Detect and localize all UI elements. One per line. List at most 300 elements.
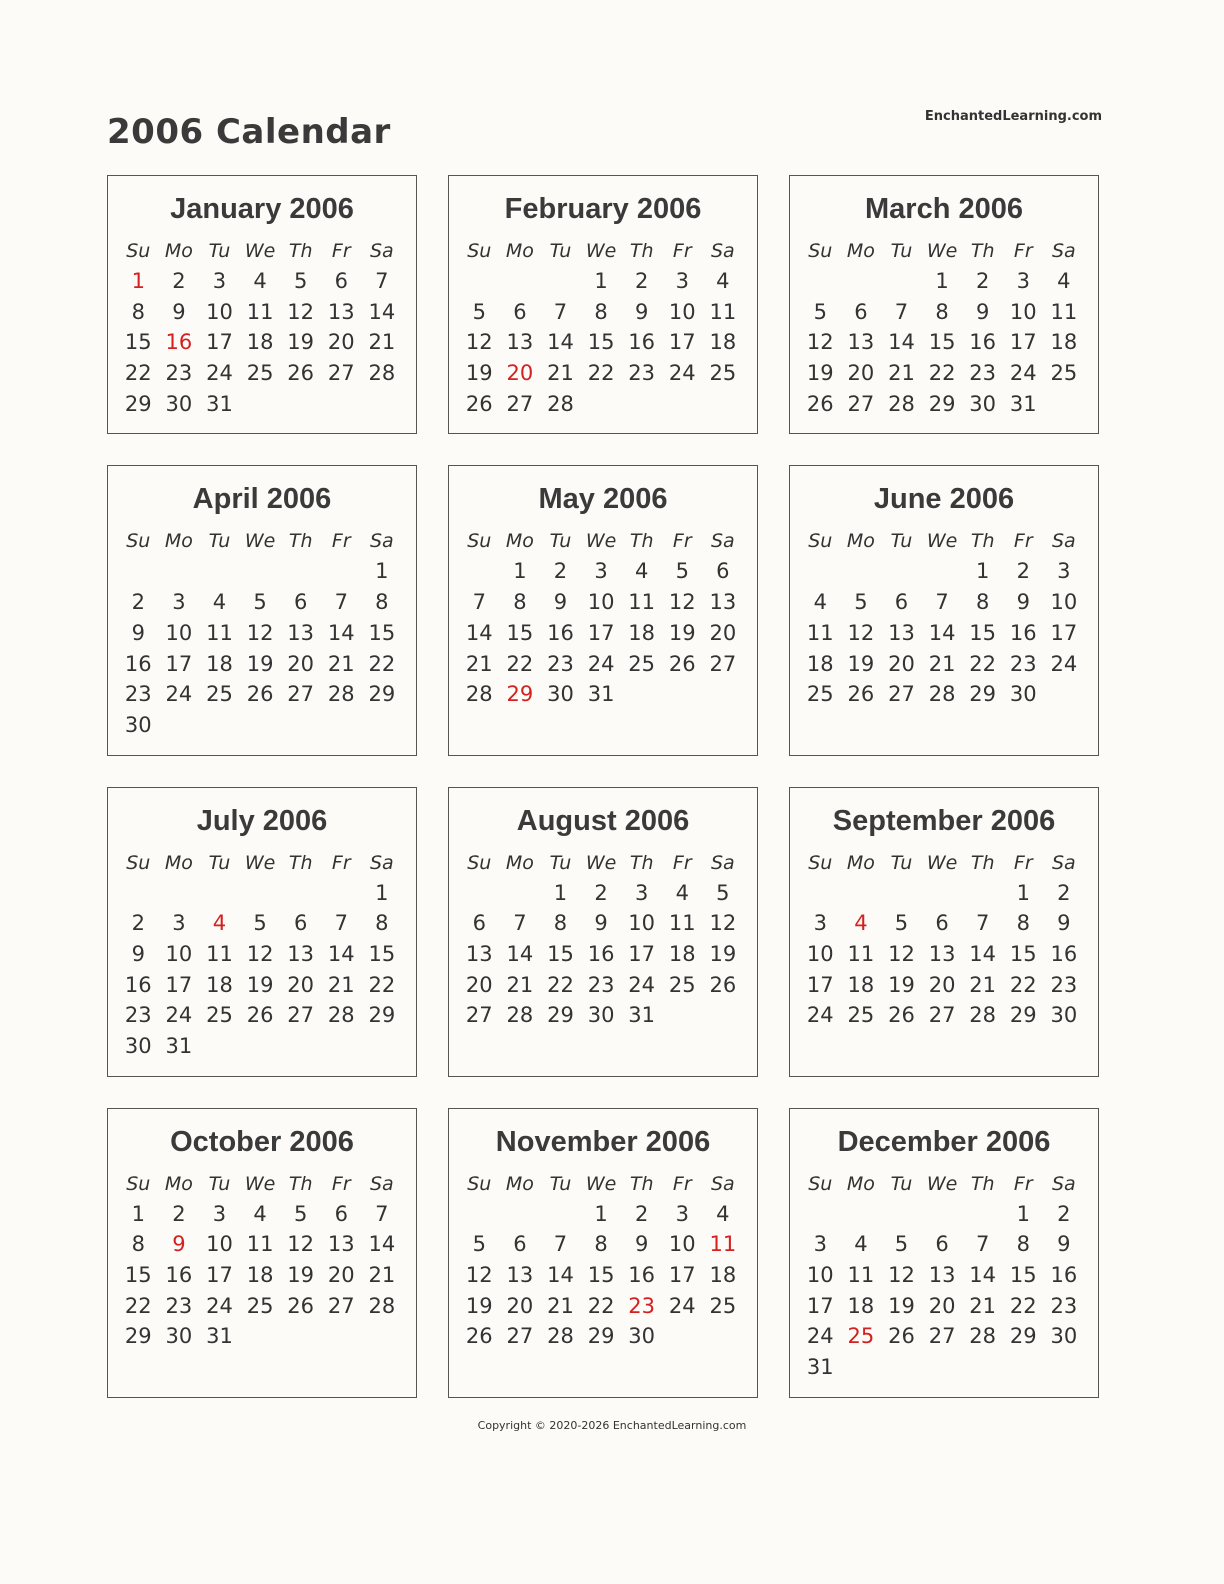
date: 1 (131, 1201, 145, 1226)
weekday-label: Mo (846, 530, 875, 553)
date: 4 (854, 1232, 868, 1257)
month-september (789, 787, 1099, 1077)
empty-cell (118, 878, 159, 909)
date: 7 (334, 911, 348, 936)
date: 4 (675, 880, 689, 905)
holiday-date: 16 (165, 330, 193, 355)
date: 6 (472, 911, 486, 936)
weekday-label: Mo (846, 1172, 875, 1195)
date: 3 (212, 269, 227, 293)
date: 17 (806, 972, 834, 997)
month-august (448, 787, 758, 1077)
date: 6 (334, 269, 348, 293)
date: 15 (587, 1263, 615, 1288)
week-row (108, 970, 416, 1001)
month-title: May 2006 (538, 483, 668, 516)
empty-cell (841, 266, 882, 297)
date: 28 (327, 682, 355, 707)
weekday-label: Mo (846, 851, 875, 874)
week-row (449, 1199, 757, 1230)
date: 4 (1057, 269, 1071, 293)
date: 11 (206, 941, 233, 966)
date: 3 (813, 1232, 827, 1257)
weekday-label: Th (629, 240, 654, 262)
date: 16 (1009, 620, 1037, 645)
holiday-date: 4 (854, 911, 868, 936)
date: 5 (894, 1232, 909, 1257)
date: 20 (327, 330, 355, 355)
week-row (790, 1260, 1098, 1291)
date: 13 (327, 299, 355, 324)
date: 29 (368, 682, 396, 707)
date: 27 (287, 1003, 315, 1028)
empty-cell (459, 878, 500, 909)
date: 7 (472, 590, 486, 615)
date: 15 (124, 1263, 152, 1288)
date: 16 (124, 972, 152, 997)
date: 21 (327, 972, 355, 997)
empty-cell (500, 878, 541, 909)
weekday-header (449, 236, 757, 266)
date: 15 (587, 330, 615, 355)
date: 30 (969, 391, 997, 416)
week-row (108, 1199, 416, 1230)
empty-cell (280, 556, 321, 587)
weekday-label: Fr (1013, 530, 1033, 553)
week-row (449, 358, 757, 389)
weekday-header (449, 1169, 757, 1199)
week-row (108, 266, 416, 297)
date: 19 (806, 361, 834, 386)
date: 14 (928, 620, 956, 645)
weekday-label: Tu (549, 240, 572, 262)
date: 28 (368, 1293, 396, 1318)
date: 19 (668, 620, 696, 645)
date: 30 (165, 1324, 193, 1349)
date: 28 (327, 1003, 355, 1028)
weekday-label: Mo (164, 1172, 193, 1195)
date: 12 (888, 941, 915, 966)
weekday-label: Th (970, 1172, 995, 1195)
date: 5 (293, 269, 308, 293)
date: 4 (813, 590, 827, 615)
empty-cell (881, 1199, 922, 1230)
date: 6 (854, 299, 868, 324)
date: 29 (928, 391, 956, 416)
date: 17 (165, 651, 193, 676)
date: 25 (206, 682, 233, 707)
weekday-label: Fr (1013, 851, 1033, 874)
date: 9 (975, 299, 990, 324)
weekday-label: Fr (672, 1172, 692, 1195)
week-row (108, 908, 416, 939)
week-row (108, 358, 416, 389)
date: 22 (124, 361, 152, 386)
date: 15 (506, 620, 534, 645)
date: 5 (472, 1232, 486, 1257)
week-row (108, 1031, 416, 1062)
date: 14 (327, 941, 355, 966)
date: 9 (131, 941, 145, 966)
weekday-label: Th (288, 851, 313, 874)
date: 21 (327, 651, 355, 676)
week-row (108, 618, 416, 649)
date: 17 (1009, 330, 1037, 355)
date: 15 (368, 620, 396, 645)
date: 12 (246, 941, 274, 966)
week-row (449, 878, 757, 909)
date: 28 (547, 1324, 574, 1349)
week-row (108, 1229, 416, 1260)
empty-cell (459, 266, 500, 297)
week-row (108, 649, 416, 680)
date: 1 (975, 559, 990, 584)
date: 6 (716, 559, 730, 584)
weekday-label: Su (808, 530, 833, 553)
weekday-label: Tu (549, 851, 572, 874)
week-row (790, 358, 1098, 389)
week-row (449, 1000, 757, 1031)
date: 5 (894, 911, 909, 936)
date: 29 (1009, 1003, 1037, 1028)
date: 26 (465, 391, 493, 416)
date: 19 (709, 941, 737, 966)
date: 4 (634, 559, 649, 584)
date: 3 (1057, 559, 1071, 584)
date: 23 (628, 361, 656, 386)
date: 1 (375, 559, 389, 584)
date: 21 (969, 972, 997, 997)
date: 18 (709, 330, 737, 355)
weekday-label: Mo (505, 530, 534, 553)
date: 30 (1050, 1324, 1078, 1349)
date: 28 (506, 1003, 534, 1028)
date: 27 (506, 391, 534, 416)
date: 27 (928, 1003, 956, 1028)
date: 3 (212, 1201, 227, 1226)
weekday-label: We (244, 240, 276, 262)
date: 26 (847, 682, 875, 707)
week-row (449, 618, 757, 649)
date: 7 (975, 1232, 990, 1257)
date: 24 (628, 972, 656, 997)
week-row (790, 587, 1098, 618)
date: 29 (368, 1003, 396, 1028)
date: 24 (206, 361, 233, 386)
date: 4 (212, 590, 227, 615)
weekday-label: Sa (711, 240, 735, 262)
empty-cell (841, 1199, 882, 1230)
weekday-label: Tu (890, 851, 913, 874)
date: 25 (206, 1003, 233, 1028)
date: 11 (668, 911, 696, 936)
date: 31 (628, 1003, 656, 1028)
empty-cell (540, 1199, 581, 1230)
date: 22 (368, 972, 396, 997)
date: 19 (246, 651, 274, 676)
date: 14 (969, 1263, 997, 1288)
week-row (449, 297, 757, 328)
holiday-date: 20 (506, 361, 534, 386)
date: 27 (928, 1324, 956, 1349)
date: 5 (293, 1201, 308, 1226)
date: 29 (587, 1324, 615, 1349)
empty-cell (118, 556, 159, 587)
date: 24 (1050, 651, 1078, 676)
weekday-label: Mo (505, 1172, 534, 1195)
weekday-label: Th (629, 851, 654, 874)
date: 30 (124, 712, 152, 737)
week-row (108, 1000, 416, 1031)
date: 18 (847, 972, 875, 997)
week-row (449, 649, 757, 680)
date: 16 (165, 1263, 193, 1288)
date: 7 (334, 590, 348, 615)
date: 10 (806, 1263, 834, 1288)
weekday-label: Fr (1013, 240, 1033, 262)
date: 16 (547, 620, 574, 645)
date: 8 (935, 299, 949, 324)
date: 10 (587, 590, 615, 615)
week-row (790, 908, 1098, 939)
empty-cell (962, 1199, 1003, 1230)
date: 29 (969, 682, 997, 707)
week-row (790, 970, 1098, 1001)
date: 4 (253, 1201, 267, 1226)
date: 7 (375, 1201, 389, 1226)
date: 12 (847, 620, 875, 645)
weekday-label: Tu (890, 240, 913, 262)
weekday-header (108, 1169, 416, 1199)
page-title: 2006 Calendar (107, 112, 391, 152)
week-row (449, 1321, 757, 1352)
empty-cell (240, 556, 281, 587)
date: 23 (587, 972, 615, 997)
date: 8 (1016, 1232, 1030, 1257)
date: 7 (553, 299, 568, 324)
weekday-label: Th (970, 530, 995, 553)
week-row (790, 327, 1098, 358)
date: 27 (327, 361, 355, 386)
date: 10 (668, 1232, 696, 1257)
date: 28 (888, 391, 915, 416)
date: 27 (709, 651, 737, 676)
month-title: March 2006 (865, 193, 1023, 225)
date: 20 (287, 972, 315, 997)
month-july (107, 787, 417, 1077)
weekday-label: Su (126, 240, 151, 262)
date: 31 (206, 1324, 233, 1349)
date: 13 (928, 941, 956, 966)
date: 11 (847, 1263, 875, 1288)
date: 17 (668, 1263, 696, 1288)
date: 21 (928, 651, 956, 676)
date: 30 (628, 1324, 656, 1349)
date: 23 (547, 651, 574, 676)
date: 15 (124, 330, 152, 355)
month-january (107, 175, 417, 434)
date: 16 (969, 330, 997, 355)
weekday-label: Tu (549, 530, 572, 553)
month-title: July 2006 (196, 804, 328, 837)
month-title: April 2006 (192, 483, 332, 516)
week-row (790, 556, 1098, 587)
date: 21 (465, 651, 493, 676)
date: 27 (327, 1293, 355, 1318)
date: 19 (888, 1293, 915, 1318)
date: 22 (506, 651, 534, 676)
date: 2 (172, 269, 186, 293)
holiday-date: 9 (172, 1232, 186, 1257)
date: 15 (1009, 1263, 1037, 1288)
date: 5 (854, 590, 868, 615)
week-row (790, 939, 1098, 970)
date: 8 (594, 299, 608, 324)
weekday-label: Sa (1052, 240, 1076, 262)
date: 5 (716, 880, 730, 905)
date: 29 (547, 1003, 574, 1028)
date: 24 (668, 361, 696, 386)
weekday-label: Th (970, 240, 995, 262)
week-row (449, 389, 757, 420)
date: 29 (124, 391, 152, 416)
copyright: Copyright © 2020-2026 EnchantedLearning.com (477, 1419, 747, 1432)
month-title: December 2006 (837, 1125, 1051, 1158)
date: 6 (513, 1232, 527, 1257)
weekday-label: Th (288, 1172, 313, 1195)
date: 16 (124, 651, 152, 676)
date: 9 (553, 590, 568, 615)
date: 20 (465, 972, 493, 997)
holiday-date: 4 (212, 911, 227, 936)
week-row (449, 327, 757, 358)
date: 15 (368, 941, 396, 966)
empty-cell (922, 1199, 963, 1230)
week-row (790, 1000, 1098, 1031)
date: 20 (327, 1263, 355, 1288)
week-row (449, 1260, 757, 1291)
weekday-label: We (244, 851, 276, 874)
weekday-label: Mo (505, 851, 534, 874)
date: 18 (206, 651, 233, 676)
weekday-header (790, 848, 1098, 878)
date: 23 (124, 682, 152, 707)
weekday-label: Su (808, 240, 833, 262)
date: 10 (206, 299, 233, 324)
date: 5 (472, 299, 486, 324)
date: 1 (594, 1201, 608, 1226)
date: 26 (246, 682, 274, 707)
date: 10 (165, 620, 193, 645)
date: 12 (709, 911, 737, 936)
empty-cell (199, 878, 240, 909)
date: 27 (287, 682, 315, 707)
week-row (108, 587, 416, 618)
date: 21 (969, 1293, 997, 1318)
date: 3 (172, 590, 186, 615)
date: 15 (928, 330, 956, 355)
week-row (449, 970, 757, 1001)
date: 30 (587, 1003, 615, 1028)
empty-cell (800, 266, 841, 297)
month-may (448, 465, 758, 755)
weekday-label: We (926, 530, 958, 553)
date: 14 (465, 620, 493, 645)
date: 3 (675, 269, 689, 293)
date: 3 (594, 559, 608, 584)
weekday-label: Su (808, 851, 833, 874)
date: 31 (587, 682, 615, 707)
date: 4 (716, 1201, 730, 1226)
date: 16 (628, 330, 656, 355)
empty-cell (841, 878, 882, 909)
date: 29 (1009, 1324, 1037, 1349)
date: 20 (928, 1293, 956, 1318)
weekday-label: Su (808, 1172, 833, 1195)
date: 13 (287, 941, 315, 966)
date: 11 (206, 620, 233, 645)
date: 31 (806, 1355, 834, 1380)
weekday-label: Mo (505, 240, 534, 262)
weekday-label: Mo (164, 240, 193, 262)
date: 23 (1050, 1293, 1078, 1318)
empty-cell (459, 1199, 500, 1230)
date: 14 (368, 299, 396, 324)
date: 2 (1057, 880, 1071, 905)
date: 22 (124, 1293, 152, 1318)
weekday-label: Sa (711, 851, 735, 874)
site-name[interactable]: EnchantedLearning.com (924, 109, 1102, 124)
date: 22 (587, 1293, 615, 1318)
week-row (108, 1260, 416, 1291)
weekday-label: Su (126, 851, 151, 874)
weekday-label: Th (629, 1172, 654, 1195)
date: 29 (124, 1324, 152, 1349)
date: 19 (847, 651, 875, 676)
date: 8 (594, 1232, 608, 1257)
date: 16 (1050, 941, 1078, 966)
date: 24 (206, 1293, 233, 1318)
weekday-label: We (244, 530, 276, 553)
date: 27 (847, 391, 875, 416)
week-row (108, 1321, 416, 1352)
date: 19 (465, 361, 493, 386)
weekday-label: We (585, 530, 617, 553)
date: 12 (287, 1232, 315, 1257)
date: 8 (375, 590, 389, 615)
date: 3 (675, 1201, 689, 1226)
month-title: January 2006 (170, 193, 354, 225)
date: 3 (634, 880, 649, 905)
date: 1 (375, 880, 389, 905)
date: 11 (246, 299, 274, 324)
empty-cell (800, 878, 841, 909)
weekday-label: Tu (549, 1172, 572, 1195)
date: 10 (668, 299, 696, 324)
date: 22 (928, 361, 956, 386)
date: 2 (131, 911, 145, 936)
month-title: June 2006 (873, 483, 1015, 516)
date: 12 (668, 590, 696, 615)
weekday-label: Tu (890, 530, 913, 553)
empty-cell (500, 1199, 541, 1230)
empty-cell (240, 878, 281, 909)
empty-cell (459, 556, 500, 587)
month-title: September 2006 (832, 804, 1056, 837)
date: 10 (1050, 590, 1078, 615)
empty-cell (881, 878, 922, 909)
date: 20 (709, 620, 737, 645)
